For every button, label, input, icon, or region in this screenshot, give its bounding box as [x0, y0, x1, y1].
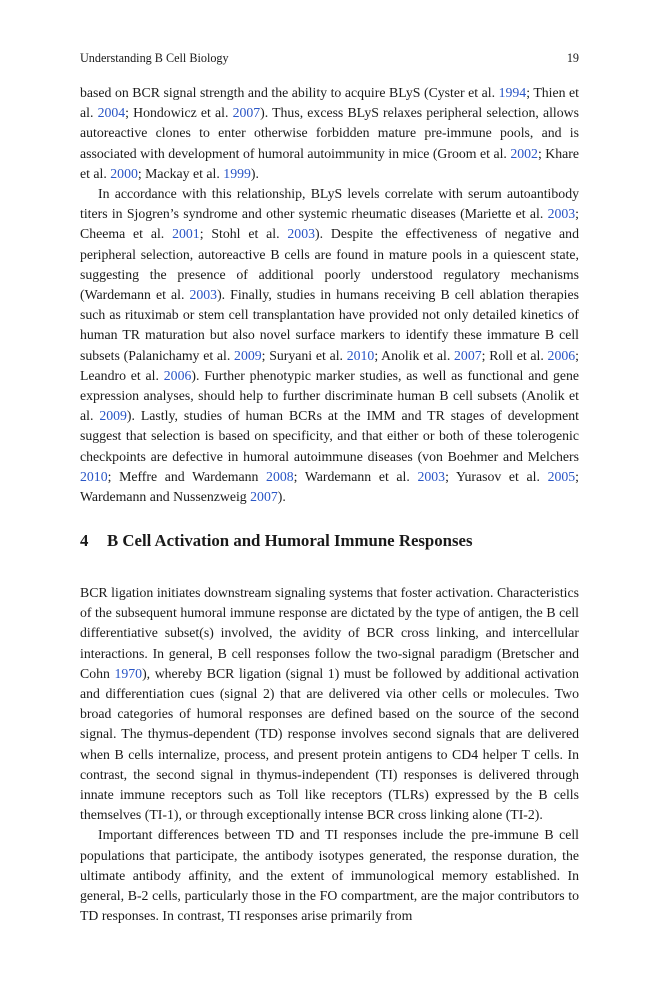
citation-year-link[interactable]: 2010: [346, 347, 375, 363]
text-run: ; Stohl et al.: [199, 226, 288, 242]
citation-year-link[interactable]: 2007: [250, 489, 278, 505]
citation-year-link[interactable]: 2003: [417, 468, 446, 484]
section-title: B Cell Activation and Humoral Immune Responses: [107, 531, 473, 550]
text-run: ).: [277, 489, 286, 505]
page-number: 19: [566, 51, 579, 65]
citation-year-link[interactable]: 2009: [234, 347, 262, 363]
citation-year-link[interactable]: 2007: [454, 347, 482, 363]
citation-year-link[interactable]: 2007: [232, 105, 261, 121]
paragraph: [80, 184, 579, 507]
section-heading: [80, 530, 579, 552]
text-run: ; Meffre and Wardemann: [107, 468, 267, 484]
citation-year-link[interactable]: 2005: [547, 468, 576, 484]
text-run: ; Cheema et al.: [80, 206, 579, 242]
text-run: ; Thien et al.: [80, 85, 579, 121]
text-run: based on BCR signal strength and the ability to acquire BLyS (Cyster et al.: [80, 85, 499, 100]
text-run: ; Hondowicz et al.: [125, 105, 233, 121]
body-text-after-section: [80, 583, 579, 926]
paragraph: [80, 825, 579, 926]
citation-year-link[interactable]: 2004: [97, 105, 126, 121]
text-run: ). Despite the effectiveness of negative and peripheral selection, autoreactive B cells are found in mature pools in a quiescent state, suggesting the presence of additional poorly understood regulatory mechanisms (Wardemann et al.: [80, 226, 579, 303]
citation-year-link[interactable]: 2006: [163, 367, 192, 383]
citation-year-link[interactable]: 2000: [110, 165, 138, 181]
citation-year-link[interactable]: 2009: [99, 408, 127, 424]
citation-year-link[interactable]: 2003: [547, 206, 576, 222]
citation-year-link[interactable]: 1994: [498, 85, 527, 100]
citation-year-link[interactable]: 2002: [510, 145, 538, 161]
text-run: ), whereby BCR ligation (signal 1) must be followed by additional activation and differentiation cues (signal 2) that are delivered via other cells or molecules. Two broad categories of humoral responses are defined based on the source of the second signal. The thymus-dependent (TD) response involves second signals that are delivered when B cells internalize, process, and present protein antigens to CD4 helper T cells. In contrast, the second signal in thymus-independent (TI) responses is delivered through innate immune receptors such as Toll like receptors (TLRs) expressed by the B cells themselves (TI-1), or through exceptionally intense BCR cross linking alone (TI-2).: [80, 665, 579, 823]
citation-year-link[interactable]: 1999: [223, 165, 251, 181]
citation-year-link[interactable]: 1970: [114, 665, 143, 681]
section-number: 4: [80, 531, 89, 550]
text-run: ). Thus, excess BLyS relaxes peripheral selection, allows autoreactive clones to enter otherwise forbidden mature pre-immune pools, and is associated with development of humoral autoimmunity in mice (Groom et al.: [80, 105, 579, 161]
paragraph: [80, 583, 579, 825]
text-run: Important differences between TD and TI responses include the pre-immune B cell populations that participate, the antibody isotypes generated, the response duration, the ultimate antibody affinity, and the extent of immunological memory established. In general, B-2 cells, particularly those in the FO compartment, are the major contributors to TD responses. In contrast, TI responses arise primarily from: [80, 827, 579, 924]
citation-year-link[interactable]: 2003: [287, 226, 315, 242]
body-text-before-section: [80, 83, 579, 507]
text-run: BCR ligation initiates downstream signaling systems that foster activation. Characteristics of the subsequent humoral immune response are dictated by the type of antigen, the B cell differentiative subset(s) involved, the avidity of BCR cross linking, and intercellular interactions. In general, B cell responses follow the two-signal paradigm (Bretscher and Cohn: [80, 585, 579, 681]
running-title: Understanding B Cell Biology: [80, 51, 229, 65]
text-run: ; Roll et al.: [481, 347, 548, 363]
text-run: ; Mackay et al.: [137, 165, 224, 181]
citation-year-link[interactable]: 2010: [80, 468, 108, 484]
text-run: ; Yurasov et al.: [445, 468, 548, 484]
text-run: In accordance with this relationship, BLyS levels correlate with serum autoantibody titers in Sjogren’s syndrome and other systemic rheumatic diseases (Mariette et al.: [80, 186, 579, 222]
text-run: ; Wardemann and Nussenzweig: [80, 468, 579, 505]
citation-year-link[interactable]: 2001: [172, 226, 200, 242]
text-run: ). Further phenotypic marker studies, as well as functional and gene expression analyses, should help to further discriminate human B cell subsets (Anolik et al.: [80, 367, 579, 424]
text-run: ; Wardemann et al.: [293, 468, 418, 484]
text-run: ). Lastly, studies of human BCRs at the IMM and TR stages of development suggest that selection is based on specificity, and that either or both of these tolerogenic checkpoints are defective in humoral autoimmune diseases (von Boehmer and Melchers: [80, 408, 579, 464]
citation-year-link[interactable]: 2008: [266, 468, 294, 484]
text-run: ; Anolik et al.: [374, 347, 455, 363]
text-run: ; Khare et al.: [80, 145, 579, 181]
citation-year-link[interactable]: 2006: [547, 347, 576, 363]
citation-year-link[interactable]: 2003: [189, 287, 218, 303]
text-run: ; Suryani et al.: [261, 347, 347, 363]
paragraph: [80, 83, 579, 184]
text-run: ). Finally, studies in humans receiving B cell ablation therapies such as rituximab or stem cell transplantation have provided not only detailed kinetics of human TR maturation but also novel surface markers to identify these immature B cell subsets (Palanichamy et al.: [80, 287, 579, 363]
text-run: ; Leandro et al.: [80, 347, 579, 383]
text-run: ).: [250, 165, 259, 181]
